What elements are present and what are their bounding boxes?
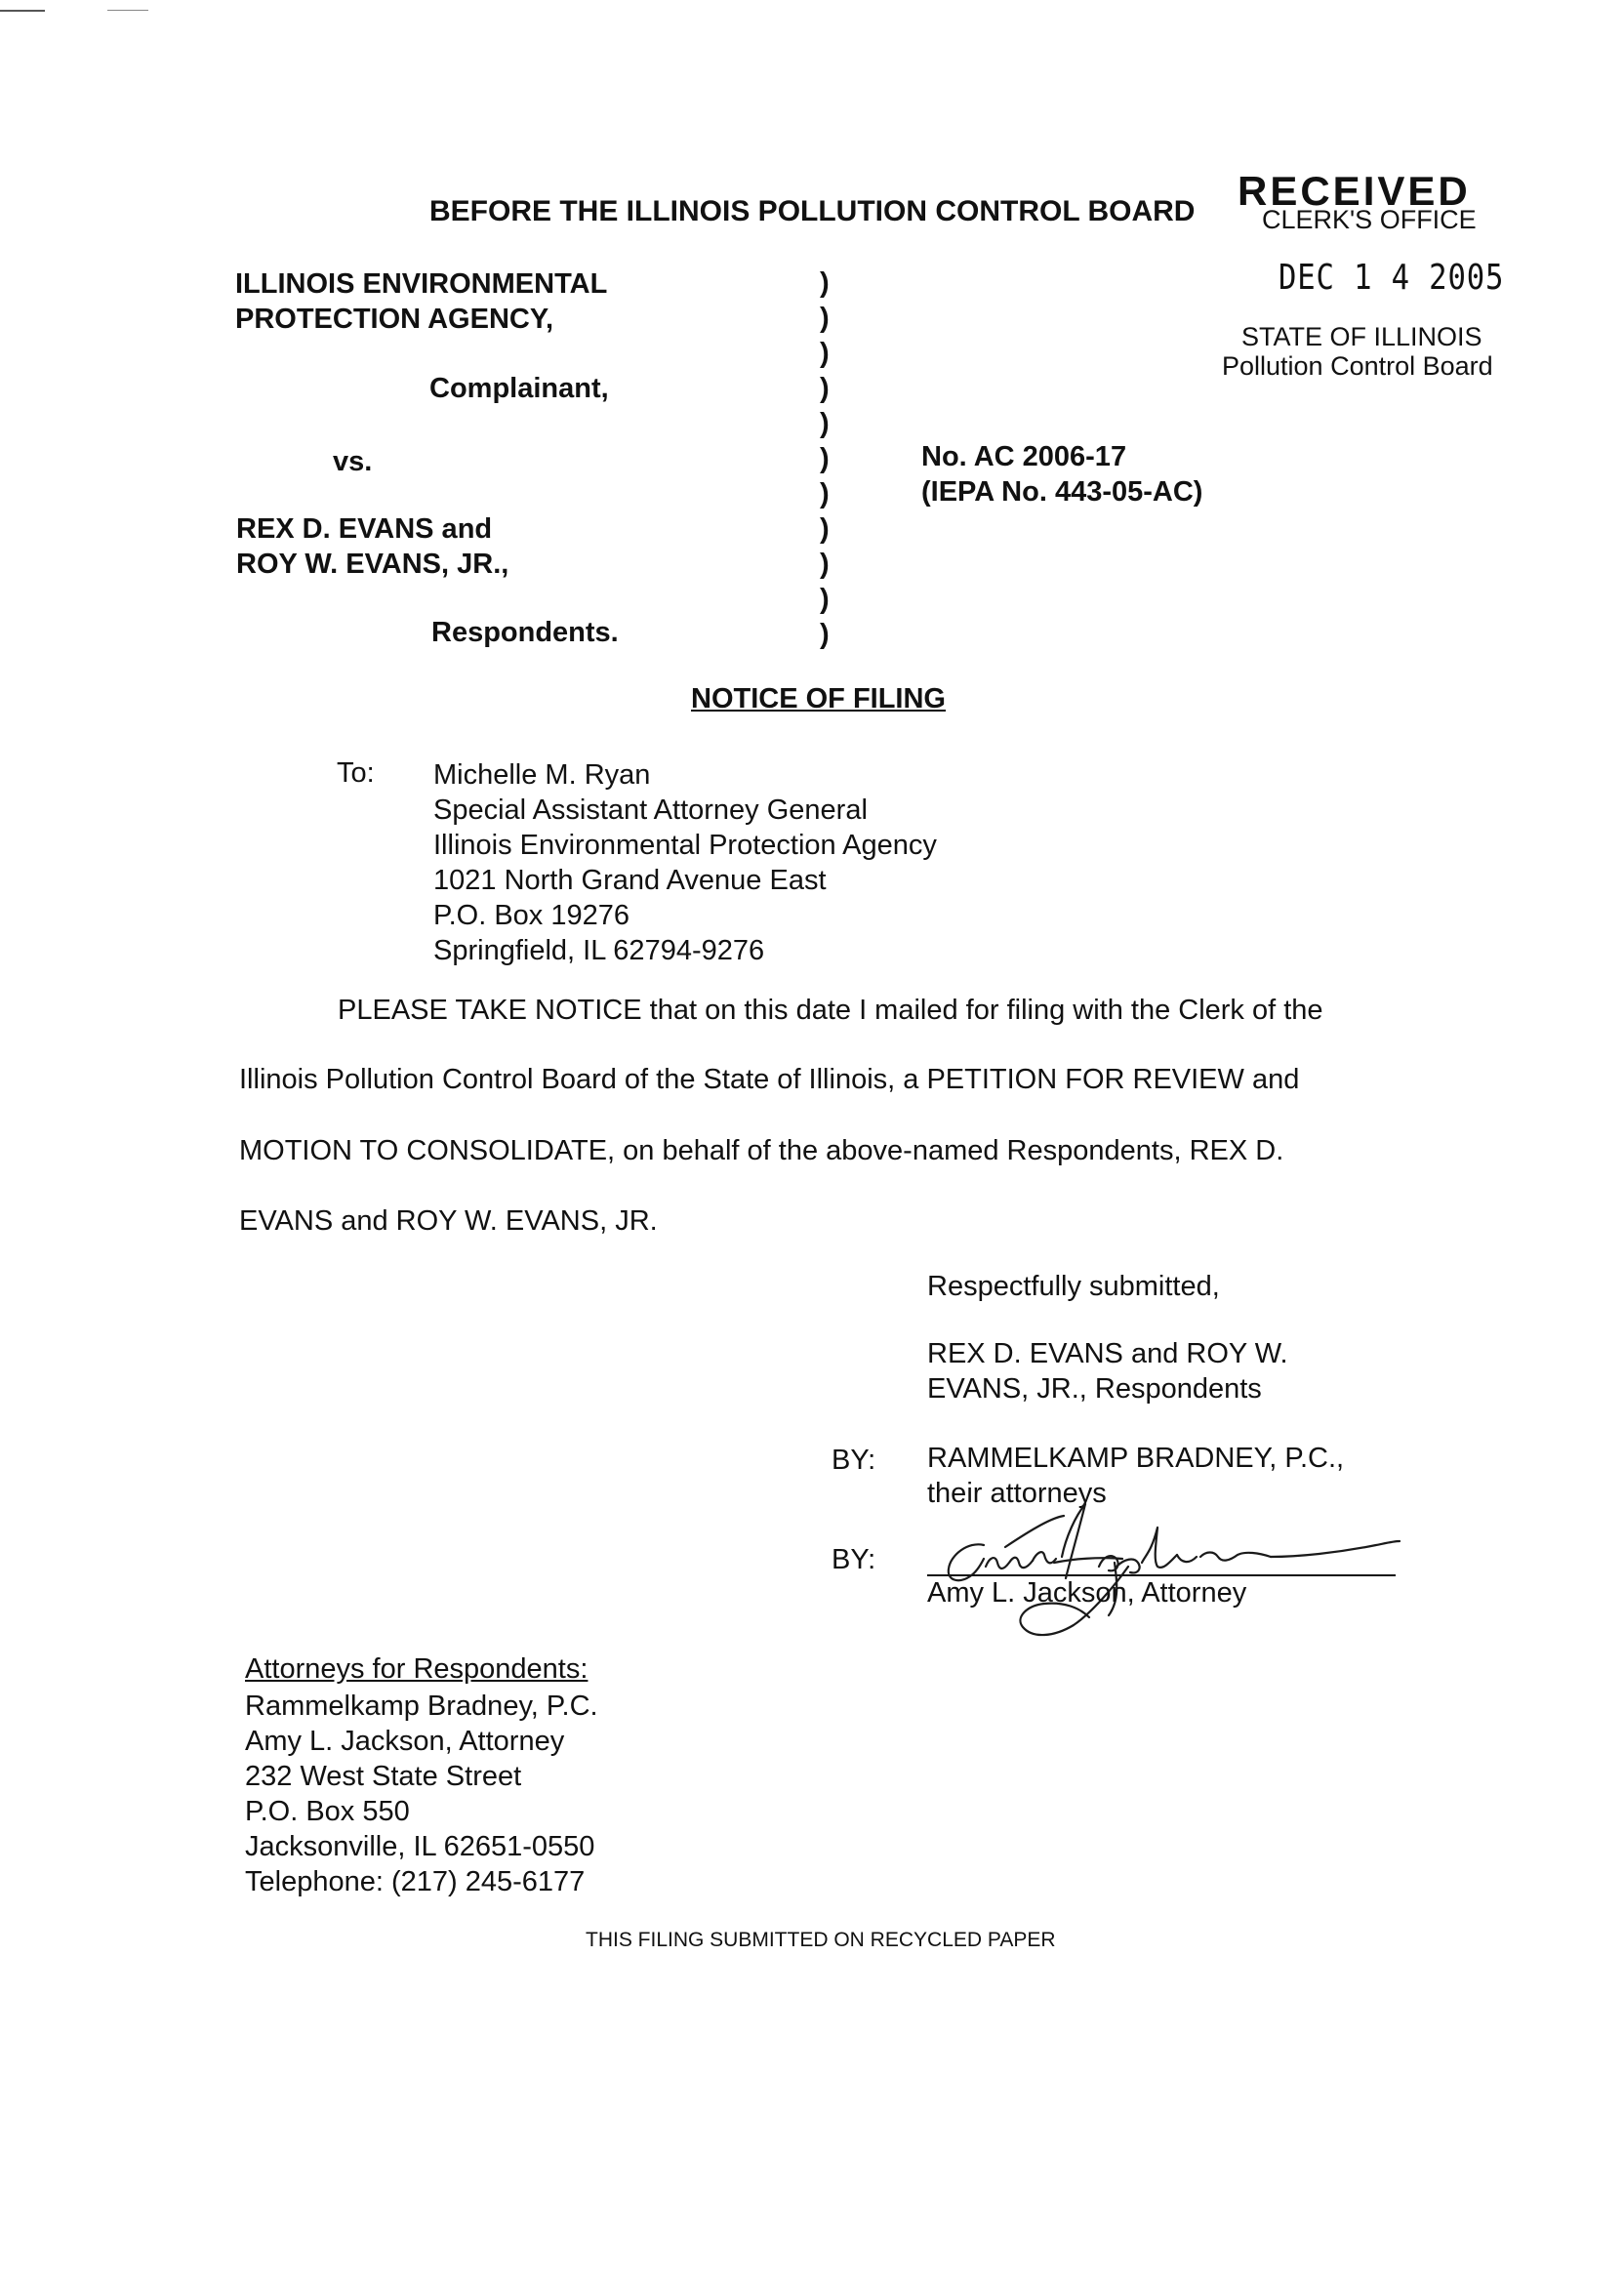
by-label-firm: BY: xyxy=(832,1445,876,1476)
closing: Respectfully submitted, xyxy=(927,1271,1220,1302)
notice-body-line: MOTION TO CONSOLIDATE, on behalf of the above-named Respondents, REX D. xyxy=(239,1135,1284,1166)
by-label-signature: BY: xyxy=(832,1544,876,1575)
stamp-state: STATE OF ILLINOIS xyxy=(1241,322,1482,351)
complainant-name-line1: ILLINOIS ENVIRONMENTAL xyxy=(235,268,608,300)
attorney-line: Telephone: (217) 245-6177 xyxy=(245,1866,586,1897)
recipient-address xyxy=(433,757,937,968)
respondent-name-line1: REX D. EVANS and xyxy=(236,513,493,545)
notice-body-line: EVANS and ROY W. EVANS, JR. xyxy=(239,1205,658,1237)
recycled-paper-footer: THIS FILING SUBMITTED ON RECYCLED PAPER xyxy=(586,1929,1056,1951)
complainant-name-line2: PROTECTION AGENCY, xyxy=(235,304,554,335)
stamp-date: DEC 1 4 2005 xyxy=(1279,258,1505,298)
address-line: Michelle M. Ryan xyxy=(433,759,651,791)
party-line1: REX D. EVANS and ROY W. xyxy=(927,1338,1288,1369)
respondent-name-line2: ROY W. EVANS, JR., xyxy=(236,549,509,580)
stamp-board: Pollution Control Board xyxy=(1222,351,1493,381)
address-line: Springfield, IL 62794-9276 xyxy=(433,935,765,966)
address-line: Special Assistant Attorney General xyxy=(433,795,868,826)
attorney-line: 232 West State Street xyxy=(245,1761,522,1792)
stamp-received: RECEIVED xyxy=(1238,168,1471,214)
attorney-line: Rammelkamp Bradney, P.C. xyxy=(245,1691,598,1722)
firm-line1: RAMMELKAMP BRADNEY, P.C., xyxy=(927,1443,1345,1474)
attorneys-details xyxy=(245,1689,598,1899)
case-number: No. AC 2006-17 xyxy=(921,441,1127,472)
iepa-number: (IEPA No. 443-05-AC) xyxy=(921,476,1203,508)
attorney-line: Jacksonville, IL 62651-0550 xyxy=(245,1831,595,1862)
scan-mark xyxy=(107,10,148,11)
party-line2: EVANS, JR., Respondents xyxy=(927,1373,1262,1405)
attorney-line: Amy L. Jackson, Attorney xyxy=(245,1726,565,1757)
attorneys-heading: Attorneys for Respondents: xyxy=(245,1653,589,1685)
caption-parens: ) ) ) ) ) ) ) ) ) ) ) xyxy=(820,267,830,650)
stamp-clerks-office: CLERK'S OFFICE xyxy=(1262,205,1477,234)
firm-line2: their attorneys xyxy=(927,1478,1107,1509)
document-title: BEFORE THE ILLINOIS POLLUTION CONTROL BOARD xyxy=(429,195,1196,227)
notice-title: NOTICE OF FILING xyxy=(691,683,946,714)
address-line: Illinois Environmental Protection Agency xyxy=(433,830,937,861)
versus-label: vs. xyxy=(333,446,373,477)
complainant-role: Complainant, xyxy=(429,373,609,404)
notice-body-line: Illinois Pollution Control Board of the State of Illinois, a PETITION FOR REVIEW and xyxy=(239,1064,1300,1095)
address-line: P.O. Box 19276 xyxy=(433,900,630,931)
respondent-role: Respondents. xyxy=(431,617,619,648)
address-line: 1021 North Grand Avenue East xyxy=(433,865,827,896)
notice-body-line: PLEASE TAKE NOTICE that on this date I mailed for filing with the Clerk of the xyxy=(338,995,1323,1026)
attorney-line: P.O. Box 550 xyxy=(245,1796,410,1827)
to-label: To: xyxy=(337,757,375,789)
scan-mark xyxy=(0,10,45,12)
signer-name: Amy L. Jackson, Attorney xyxy=(927,1577,1247,1609)
